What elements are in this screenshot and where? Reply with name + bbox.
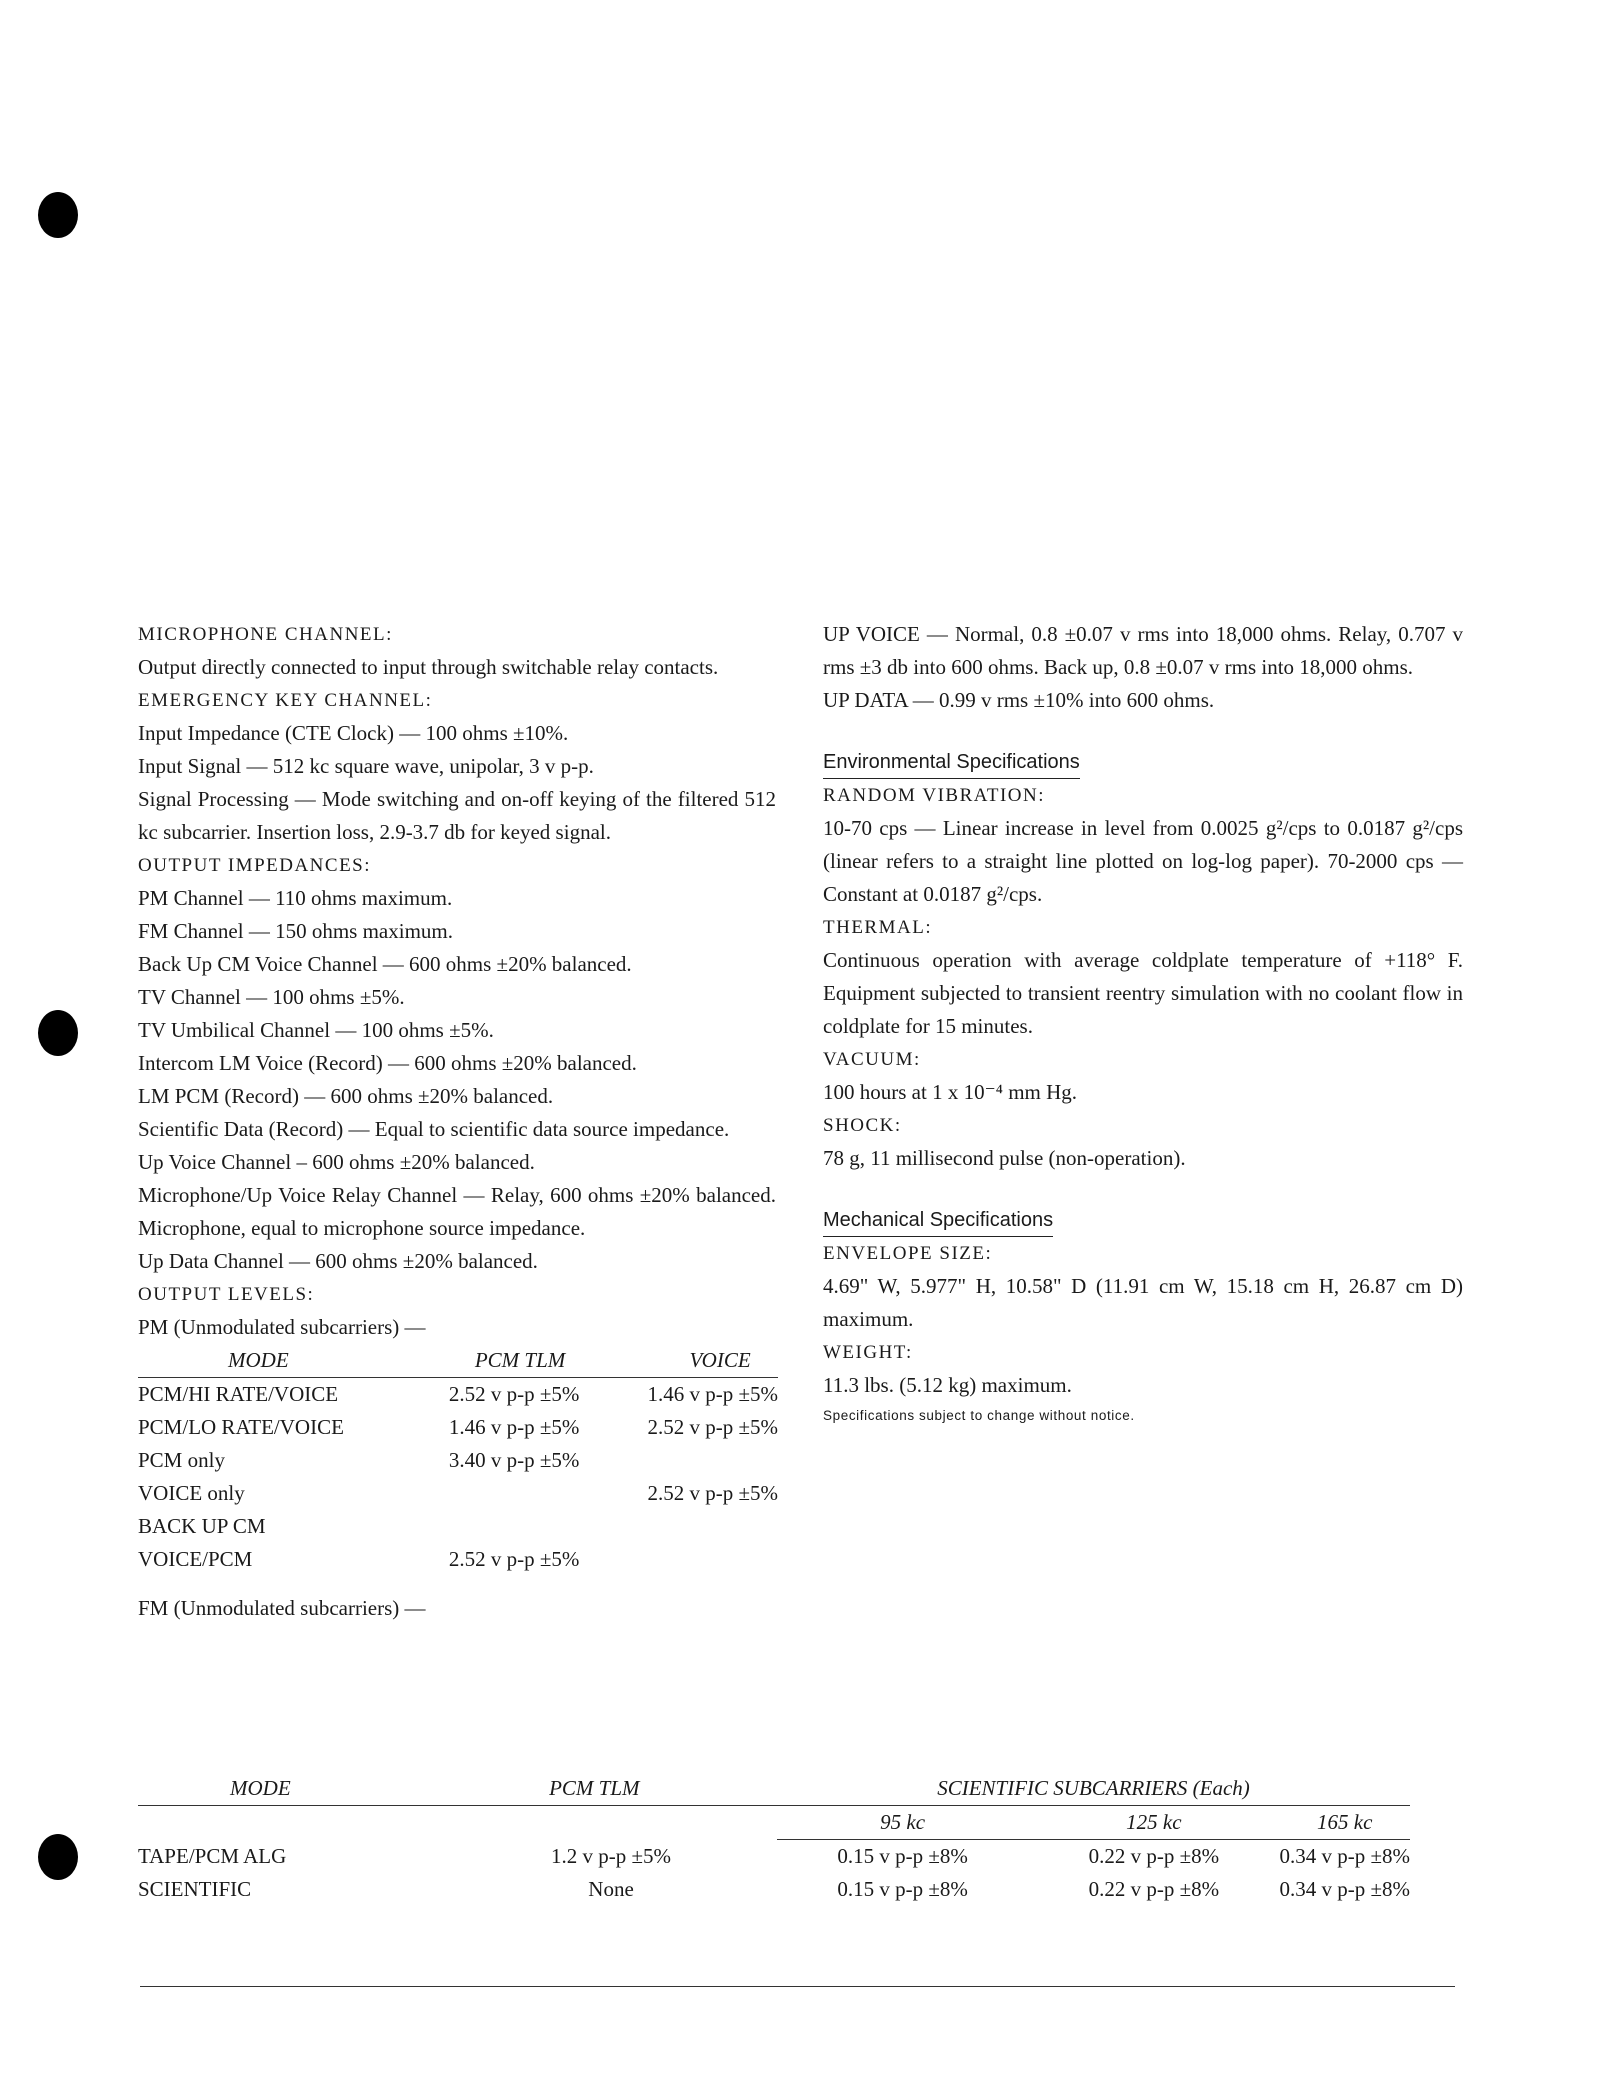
fm-subheader-165kc: 165 kc <box>1279 1806 1410 1840</box>
table-row <box>138 1444 778 1477</box>
binder-hole-middle <box>38 1010 78 1056</box>
footer-rule <box>140 1986 1455 1987</box>
output-impedance-item: TV Umbilical Channel — 100 ohms ±5%. <box>138 1018 494 1042</box>
output-impedance-item: Up Voice Channel – 600 ohms ±20% balanced. <box>138 1150 535 1174</box>
output-impedance-item: Microphone/Up Voice Relay Channel — Relay, 600 ohms ±20% balanced. Microphone, equal to microphone source impedance. <box>138 1183 776 1240</box>
binder-hole-top <box>38 192 78 238</box>
emergency-input-signal: Input Signal — 512 kc square wave, unipolar, 3 v p-p. <box>138 754 594 778</box>
change-notice: Specifications subject to change without notice. <box>823 1408 1135 1423</box>
blank-cell <box>505 1806 777 1840</box>
weight-title: WEIGHT: <box>823 1342 913 1363</box>
pm-voice-cell: 1.46 v p-p ±5% <box>647 1382 778 1406</box>
fm-subheader-95kc: 95 kc <box>777 1806 1028 1840</box>
microphone-channel-title: MICROPHONE CHANNEL: <box>138 624 393 645</box>
fm-mode-cell: SCIENTIFIC <box>138 1877 252 1901</box>
environmental-specs-heading: Environmental Specifications <box>823 747 1080 779</box>
fm-header-mode: MODE <box>230 1776 291 1800</box>
output-levels-title: OUTPUT LEVELS: <box>138 1284 315 1305</box>
pm-mode-cell: BACK UP CM <box>138 1514 266 1538</box>
pm-pcm-cell: 2.52 v p-p ±5% <box>448 1382 580 1406</box>
pm-voice-cell <box>641 1444 778 1477</box>
output-impedance-item: TV Channel — 100 ohms ±5%. <box>138 985 405 1009</box>
up-data-text: UP DATA — 0.99 v rms ±10% into 600 ohms. <box>823 688 1215 712</box>
fm-125kc-cell: 0.22 v p-p ±8% <box>1088 1877 1220 1901</box>
pm-mode-cell: PCM only <box>138 1448 225 1472</box>
output-impedance-item: PM Channel — 110 ohms maximum. <box>138 886 453 910</box>
pm-pcm-cell: 3.40 v p-p ±5% <box>448 1448 580 1472</box>
up-voice-text: UP VOICE — Normal, 0.8 ±0.07 v rms into 18,000 ohms. Relay, 0.707 v rms ±3 db into 600 ohms. Back up, 0.8 ±0.07 v rms into 18,000 ohms. <box>823 622 1463 679</box>
right-column <box>823 618 1463 1430</box>
pm-voice-cell: 2.52 v p-p ±5% <box>647 1415 778 1439</box>
emergency-key-title: EMERGENCY KEY CHANNEL: <box>138 690 433 711</box>
fm-intro: FM (Unmodulated subcarriers) — <box>138 1596 426 1620</box>
output-impedance-item: FM Channel — 150 ohms maximum. <box>138 919 453 943</box>
table-row <box>138 1873 1410 1906</box>
fm-pcm-cell: None <box>588 1877 634 1901</box>
thermal-text: Continuous operation with average coldplate temperature of +118° F. Equipment subjected to transient reentry simulation with no coolant flow in coldplate for 15 minutes. <box>823 948 1463 1038</box>
vacuum-text: 100 hours at 1 x 10⁻⁴ mm Hg. <box>823 1080 1078 1104</box>
table-row <box>138 1840 1410 1874</box>
pm-mode-cell: VOICE/PCM <box>138 1547 253 1571</box>
pm-header-pcm-tlm: PCM TLM <box>474 1348 566 1372</box>
fm-mode-cell: TAPE/PCM ALG <box>138 1843 287 1868</box>
fm-125kc-cell: 0.22 v p-p ±8% <box>1088 1844 1220 1868</box>
fm-pcm-cell: 1.2 v p-p ±5% <box>551 1843 672 1868</box>
microphone-channel-text: Output directly connected to input through switchable relay contacts. <box>138 655 719 679</box>
mechanical-specs-heading: Mechanical Specifications <box>823 1205 1053 1237</box>
table-row <box>138 1378 778 1412</box>
pm-pcm-cell <box>443 1477 642 1510</box>
left-column <box>138 618 776 1625</box>
fm-95kc-cell: 0.15 v p-p ±8% <box>837 1877 968 1901</box>
envelope-size-text: 4.69" W, 5.977" H, 10.58" D (11.91 cm W, 15.18 cm H, 26.87 cm D) maximum. <box>823 1274 1463 1331</box>
pm-pcm-cell: 2.52 v p-p ±5% <box>448 1547 580 1571</box>
pm-pcm-cell <box>443 1510 642 1543</box>
fm-levels-table <box>138 1772 1410 1906</box>
output-impedances-title: OUTPUT IMPEDANCES: <box>138 855 372 876</box>
fm-165kc-cell: 0.34 v p-p ±8% <box>1279 1844 1410 1868</box>
thermal-title: THERMAL: <box>823 917 933 938</box>
fm-header-scientific-subcarriers: SCIENTIFIC SUBCARRIERS (Each) <box>937 1776 1250 1800</box>
table-row <box>138 1477 778 1510</box>
pm-intro: PM (Unmodulated subcarriers) — <box>138 1315 426 1339</box>
output-impedance-item: Back Up CM Voice Channel — 600 ohms ±20% balanced. <box>138 952 632 976</box>
output-impedance-item: Scientific Data (Record) — Equal to scientific data source impedance. <box>138 1117 730 1141</box>
blank-cell <box>138 1806 505 1840</box>
fm-165kc-cell: 0.34 v p-p ±8% <box>1279 1877 1410 1901</box>
emergency-signal-processing: Signal Processing — Mode switching and on-off keying of the filtered 512 kc subcarrier. Insertion loss, 2.9-3.7 db for keyed signal. <box>138 787 776 844</box>
shock-text: 78 g, 11 millisecond pulse (non-operation). <box>823 1146 1186 1170</box>
fm-95kc-cell: 0.15 v p-p ±8% <box>837 1844 968 1868</box>
output-impedance-item: Intercom LM Voice (Record) — 600 ohms ±20% balanced. <box>138 1051 637 1075</box>
pm-mode-cell: PCM/HI RATE/VOICE <box>138 1382 339 1406</box>
pm-voice-cell <box>641 1510 778 1543</box>
pm-header-mode: MODE <box>228 1348 289 1372</box>
table-row <box>138 1411 778 1444</box>
pm-levels-table <box>138 1344 778 1576</box>
pm-pcm-cell: 1.46 v p-p ±5% <box>448 1415 580 1439</box>
output-impedance-item: LM PCM (Record) — 600 ohms ±20% balanced. <box>138 1084 554 1108</box>
emergency-input-impedance: Input Impedance (CTE Clock) — 100 ohms ±10%. <box>138 721 569 745</box>
pm-voice-cell <box>641 1543 778 1576</box>
table-row <box>138 1543 778 1576</box>
weight-text: 11.3 lbs. (5.12 kg) maximum. <box>823 1373 1072 1397</box>
vacuum-title: VACUUM: <box>823 1049 921 1070</box>
shock-title: SHOCK: <box>823 1115 902 1136</box>
output-impedance-item: Up Data Channel — 600 ohms ±20% balanced. <box>138 1249 538 1273</box>
random-vibration-title: RANDOM VIBRATION: <box>823 785 1046 806</box>
pm-mode-cell: VOICE only <box>138 1481 245 1505</box>
pm-mode-cell: PCM/LO RATE/VOICE <box>138 1415 344 1439</box>
table-row <box>138 1510 778 1543</box>
fm-header-pcm-tlm: PCM TLM <box>549 1776 640 1800</box>
fm-subheader-125kc: 125 kc <box>1028 1806 1279 1840</box>
envelope-size-title: ENVELOPE SIZE: <box>823 1243 993 1264</box>
pm-voice-cell: 2.52 v p-p ±5% <box>647 1481 778 1505</box>
random-vibration-text: 10-70 cps — Linear increase in level from 0.0025 g²/cps to 0.0187 g²/cps (linear refers to a straight line plotted on log-log paper). 70-2000 cps — Constant at 0.0187 g²/cps. <box>823 816 1463 906</box>
binder-hole-bottom <box>38 1834 78 1880</box>
pm-header-voice: VOICE <box>689 1348 751 1372</box>
